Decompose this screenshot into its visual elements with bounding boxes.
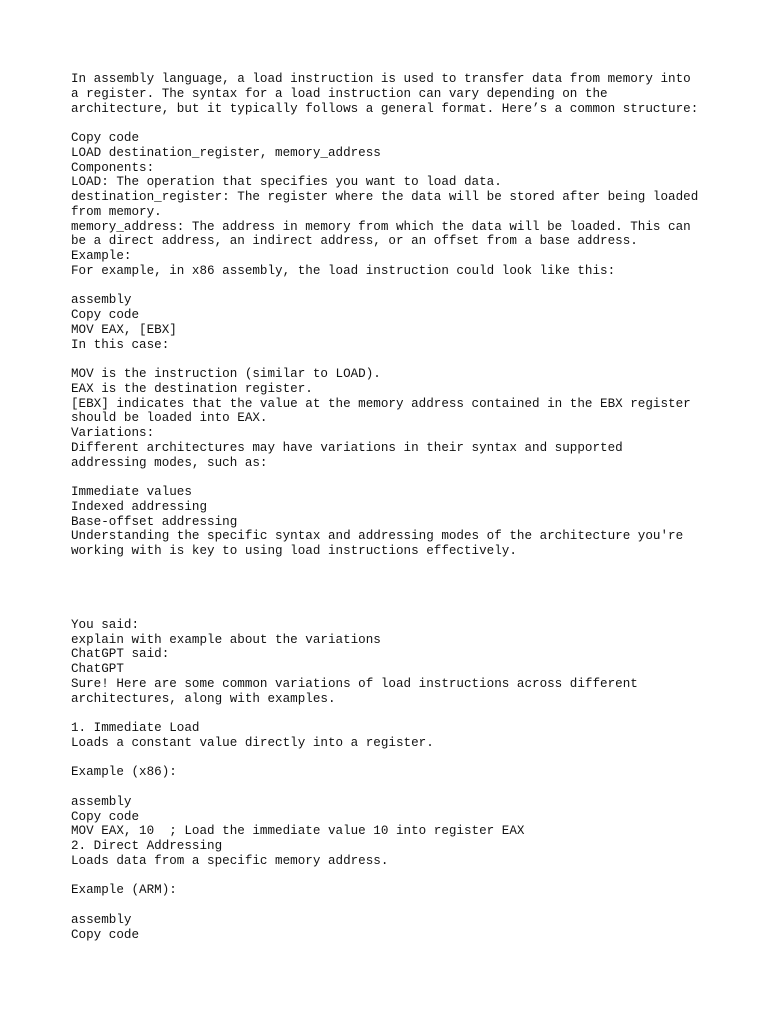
blank-line bbox=[71, 751, 731, 766]
text-line: Loads a constant value directly into a register. bbox=[71, 735, 434, 750]
text-line: ChatGPT said: bbox=[71, 647, 170, 662]
text-line: [EBX] indicates that the value at the memory address contained in the EBX register bbox=[71, 396, 691, 411]
text-line: a register. The syntax for a load instruction can vary depending on the bbox=[71, 86, 608, 101]
text-line: Variations: bbox=[71, 426, 155, 440]
text-line: Copy code bbox=[71, 927, 140, 942]
text-line: 2. Direct Addressing bbox=[71, 839, 223, 853]
text-line: architecture, but it typically follows a general format. Here’s a common structure: bbox=[71, 101, 699, 116]
text-line: assembly bbox=[71, 794, 132, 809]
text-line: architectures, along with examples. bbox=[71, 691, 336, 706]
text-line: memory_address: The address in memory from which the data will be loaded. This can bbox=[71, 219, 691, 234]
text-line: EAX is the destination register. bbox=[71, 381, 313, 396]
text-line: explain with example about the variations bbox=[71, 632, 381, 647]
text-line: Copy code bbox=[71, 308, 140, 322]
blank-line bbox=[71, 116, 731, 131]
text-line: ChatGPT bbox=[71, 662, 124, 676]
blank-line bbox=[71, 559, 731, 574]
blank-line bbox=[71, 706, 731, 721]
text-line: should be loaded into EAX. bbox=[71, 411, 268, 426]
blank-line bbox=[71, 588, 731, 603]
text-line: In this case: bbox=[71, 337, 170, 352]
document-page bbox=[71, 72, 731, 942]
text-line: addressing modes, such as: bbox=[71, 455, 268, 470]
code-line: LOAD destination_register, memory_address bbox=[71, 145, 381, 160]
blank-line bbox=[71, 279, 731, 294]
text-line: In assembly language, a load instruction is used to transfer data from memory into bbox=[71, 72, 691, 86]
text-line: Different architectures may have variations in their syntax and supported bbox=[71, 440, 623, 455]
text-line: Base-offset addressing bbox=[71, 514, 238, 529]
blank-line bbox=[71, 869, 731, 884]
text-line: Understanding the specific syntax and addressing modes of the architecture you're bbox=[71, 529, 684, 544]
blank-line bbox=[71, 898, 731, 913]
text-line: destination_register: The register where the data will be stored after being loaded bbox=[71, 190, 699, 204]
blank-line bbox=[71, 352, 731, 367]
text-line: assembly bbox=[71, 912, 132, 927]
code-line: MOV EAX, 10 ; Load the immediate value 10 into register EAX bbox=[71, 824, 525, 839]
text-line: Immediate values bbox=[71, 485, 192, 499]
text-line: Copy code bbox=[71, 809, 140, 824]
text-line: Indexed addressing bbox=[71, 499, 208, 514]
text-line: Components: bbox=[71, 160, 155, 175]
text-line: 1. Immediate Load bbox=[71, 721, 200, 735]
text-line: from memory. bbox=[71, 204, 162, 219]
blank-line bbox=[71, 470, 731, 485]
blank-line bbox=[71, 780, 731, 795]
text-line: Sure! Here are some common variations of load instructions across different bbox=[71, 676, 638, 691]
blank-line bbox=[71, 574, 731, 589]
text-line: You said: bbox=[71, 617, 140, 632]
text-line: be a direct address, an indirect address, or an offset from a base address. bbox=[71, 234, 638, 249]
text-line: LOAD: The operation that specifies you want to load data. bbox=[71, 175, 502, 190]
text-line: assembly bbox=[71, 293, 132, 308]
text-line: Example (x86): bbox=[71, 765, 177, 780]
text-line: MOV is the instruction (similar to LOAD). bbox=[71, 367, 381, 381]
text-line: Loads data from a specific memory address. bbox=[71, 853, 389, 868]
text-line: working with is key to using load instructions effectively. bbox=[71, 544, 517, 558]
text-line: Copy code bbox=[71, 131, 140, 145]
code-line: MOV EAX, [EBX] bbox=[71, 322, 177, 337]
text-line: For example, in x86 assembly, the load instruction could look like this: bbox=[71, 263, 616, 278]
text-line: Example: bbox=[71, 249, 132, 263]
blank-line bbox=[71, 603, 731, 618]
text-line: Example (ARM): bbox=[71, 883, 177, 898]
